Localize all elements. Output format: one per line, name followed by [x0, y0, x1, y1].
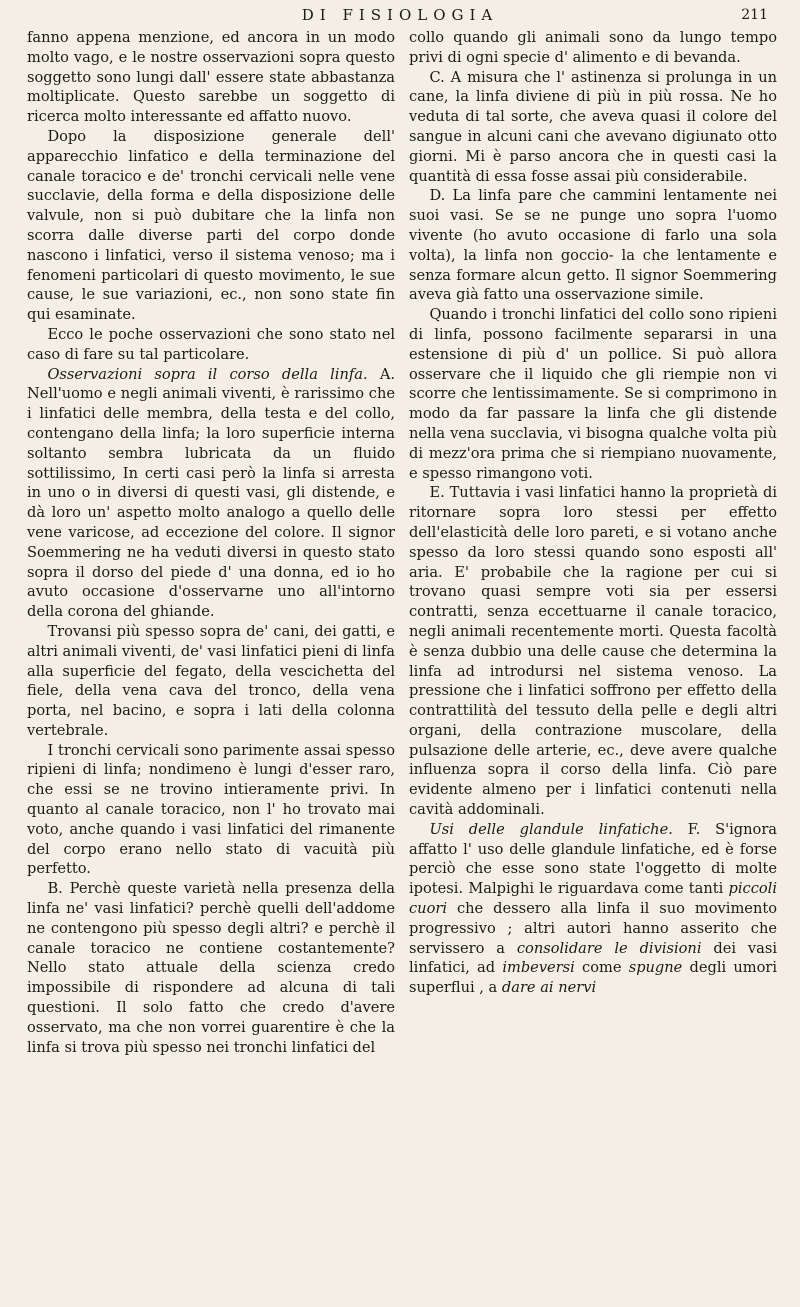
italic-term: imbeversi	[502, 959, 575, 977]
running-head	[0, 4, 800, 30]
paragraph: Trovansi più spesso sopra de' cani, dei gatti, e altri animali viventi, de' vasi linfatici pieni di linfa alla superficie del fegato, della vescichetta del fiele, della vena cava del tronco, della vena porta, nel bacino, e sopra i lati della colonna vertebrale.	[27, 622, 395, 739]
section-heading: Usi delle glandule linfatiche.	[429, 820, 673, 838]
italic-term: dare ai nervi	[501, 979, 597, 997]
paragraph: B. Perchè queste varietà nella presenza della linfa ne' vasi linfatici? perchè quelli dell'addome ne contengono più spesso degli altri? e perchè il canale toracico ne contiene costantemente? Nello stato attuale della scienza credo impossibile di rispondere ad alcuna di tali questioni. Il solo fatto che credo d'avere osservato, ma che non vorrei guarentire è che la linfa si trova più spesso nei tronchi linfatici del	[27, 880, 395, 1056]
section-heading: Osservazioni sopra il corso della linfa.	[47, 365, 368, 383]
paragraph: Quando i tronchi linfatici del collo sono ripieni di linfa, possono facilmente separarsi in una estensione di più d' un pollice. Si può allora osservare che il liquido che gli riempie non vi scorre che lentissimamente. Se si comprimono in modo da far passare la linfa che gli distende nella vena succlavia, vi bisogna qualche volta più di mezz'ora prima che si riempiano nuovamente, e spesso rimangono voti.	[409, 306, 777, 482]
paragraph: collo quando gli animali sono da lungo tempo privi di ogni specie d' alimento e di bevanda.	[409, 29, 777, 66]
paragraph-text: che dessero alla linfa il suo movimento progressivo ; altri autori hanno asserito che servissero a	[409, 900, 777, 957]
italic-term: consolidare le divisioni	[516, 939, 702, 957]
paragraph: Ecco le poche osservazioni che sono stato nel caso di fare su tal particolare.	[27, 325, 395, 363]
paragraph: E. Tuttavia i vasi linfatici hanno la proprietà di ritornare sopra loro stessi per effetto dell'elasticità delle loro pareti, e si votano anche spesso da loro stessi quando sono esposti all' aria. E' probabile che la ragione per cui si trovano quasi sempre voti sia per essersi contratti, senza eccettuarne il canale toracico, negli animali recentemente morti. Questa facoltà è senza dubbio una delle cause che determina la linfa ad introdursi nel sistema venoso. La pressione che i linfatici soffrono per effetto della contrattilità del tessuto della pelle e degli altri organi, della contrazione muscolare, della pulsazione delle arterie, ec., deve avere qualche influenza sopra il corso della linfa. Ciò pare evidente almeno per i linfatici contenuti nella cavità addominali.	[409, 484, 777, 819]
paragraph-text: F. S'ignora affatto l' uso delle glandule linfatiche, ed è forse perciò che esse sono state l'oggetto di molte ipotesi. Malpighi le riguardava come tanti	[409, 820, 778, 898]
italic-term: piccoli cuori	[409, 880, 777, 918]
paragraph-text: dei vasi linfatici, ad	[409, 939, 778, 977]
paragraph: fanno appena menzione, ed ancora in un modo molto vago, e le nostre osservazioni sopra questo soggetto sono lungi dall' essere state abbastanza moltiplicate. Questo sarebbe un soggetto di ricerca molto interessante ed affatto nuovo.	[27, 29, 395, 126]
paragraph-text: degli umori superflui , a	[409, 959, 778, 997]
paragraph: Dopo la disposizione generale dell' apparecchio linfatico e della terminazione del canale toracico e de' tronchi cervicali nelle vene succlavie, della forma e della disposizione delle valvule, non si può dubitare che la linfa non scorra dalle diverse parti del corpo donde nascono i linfatici, verso il sistema venoso; ma i fenomeni particolari di questo movimento, le sue cause, le sue variazioni, ec., non sono state fin qui esaminate.	[27, 127, 395, 324]
paragraph-text: come	[582, 959, 622, 977]
section-paragraph	[409, 820, 777, 998]
section-paragraph	[27, 365, 395, 622]
running-title: DI FISIOLOGIA	[301, 6, 499, 24]
page-number: 211	[741, 7, 768, 23]
right-column	[409, 28, 777, 998]
paragraph: D. La linfa pare che cammini lentamente nei suoi vasi. Se se ne punge uno sopra l'uomo vivente (ho avuto occasione di farlo una sola volta), la linfa non goccio- la che lentamente e senza formare alcun getto. Il signor Soemmering aveva già fatto una osservazione simile.	[409, 187, 777, 304]
paragraph-text: A. Nell'uomo e negli animali viventi, è rarissimo che i linfatici delle membra, della testa e del collo, contengano della linfa; la loro superficie interna soltanto sembra lubricata da un fluido sottilissimo, In certi casi però la linfa si arresta in uno o in diversi di questi vasi, gli distende, e dà loro un' aspetto molto analogo a quello delle vene varicose, ad eccezione del colore. Il signor Soemmering ne ha veduti diversi in questo stato sopra il dorso del piede d' una donna, ed io ho avuto occasione d'osservarne uno all'intorno della corona del ghiande.	[27, 365, 396, 621]
paragraph: I tronchi cervicali sono parimente assai spesso ripieni di linfa; nondimeno è lungi d'esser raro, che essi se ne trovino intieramente privi. In quanto al canale toracico, non l' ho trovato mai voto, anche quando i vasi linfatici del rimanente del corpo erano nello stato di vacuità più perfetto.	[27, 741, 395, 878]
left-column	[27, 28, 395, 1057]
paragraph: C. A misura che l' astinenza si prolunga in un cane, la linfa diviene di più in più rossa. Ne ho veduta di tal sorte, che aveva quasi il colore del sangue in alcuni cani che avevano digiunato otto giorni. Mi è parso ancora che in questi casi la quantità di essa fosse assai più considerabile.	[409, 68, 777, 185]
italic-term: spugne	[628, 959, 683, 977]
